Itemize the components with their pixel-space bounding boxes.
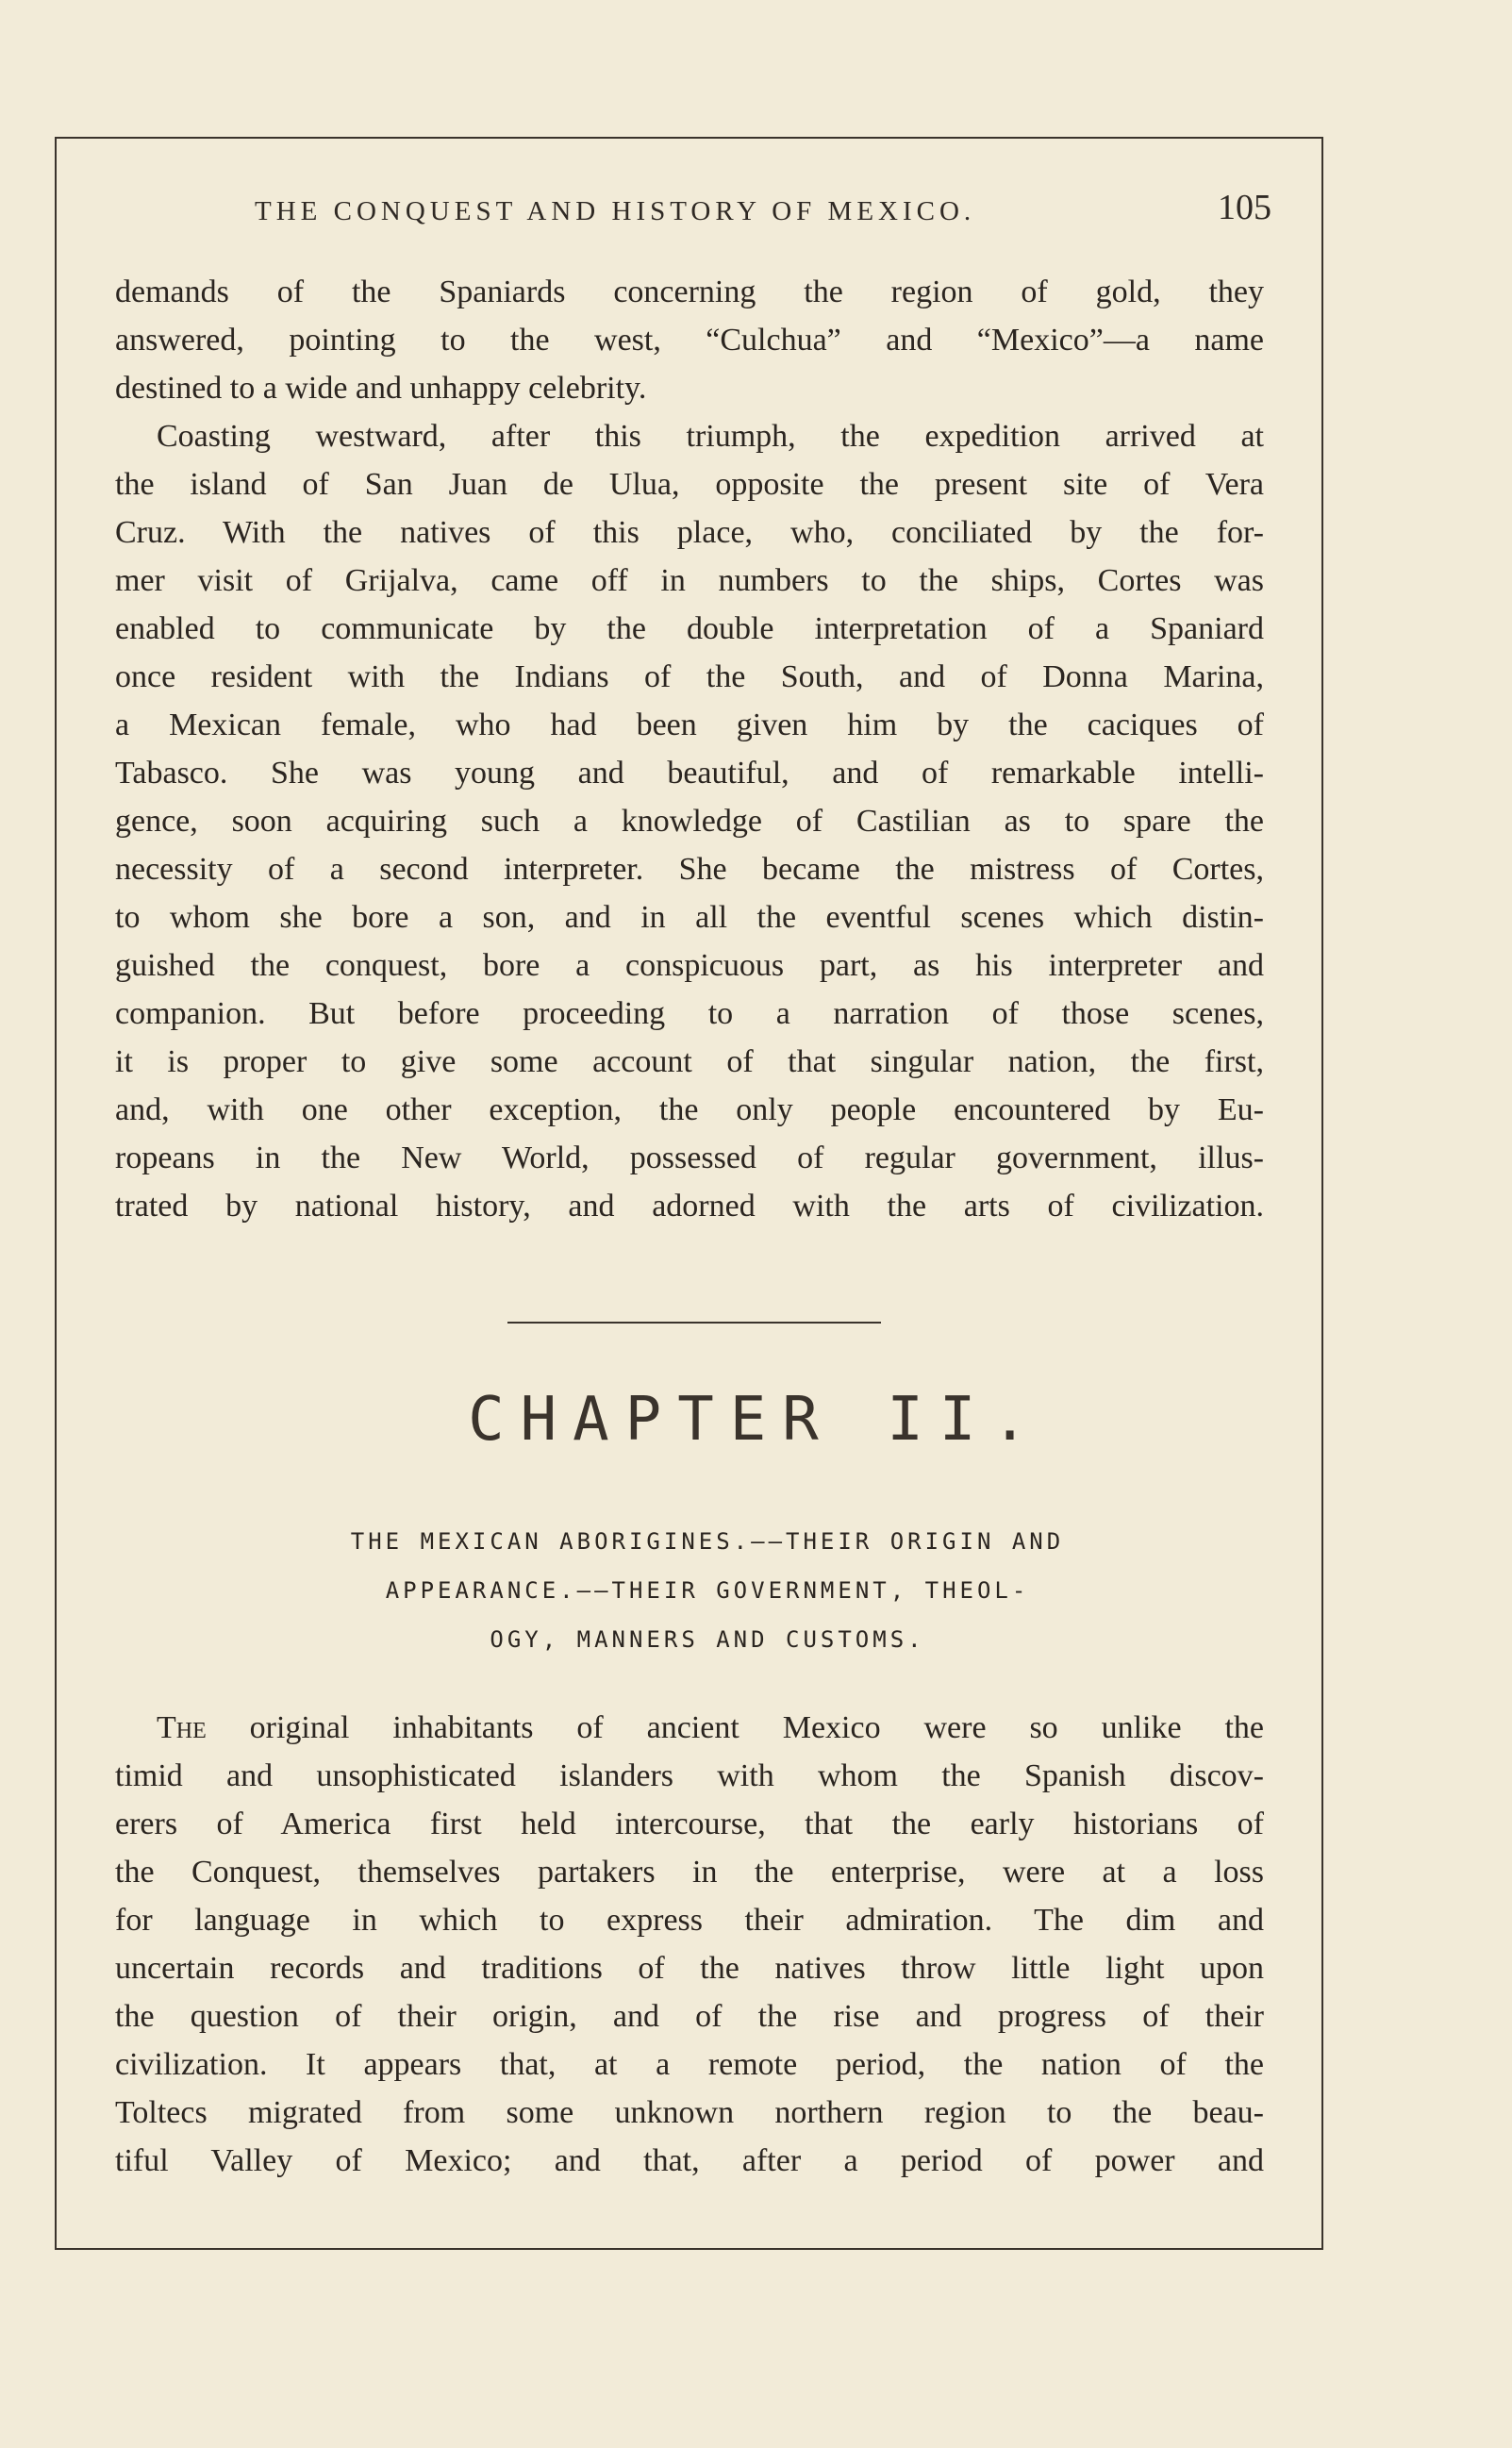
text-line: Toltecs migrated from some unknown northern region to the beau- xyxy=(115,2095,1264,2130)
chapter-summary xyxy=(141,1517,1273,1664)
text-line: the Conquest, themselves partakers in the enterprise, were at a loss xyxy=(115,1855,1264,1890)
opening-line-text: original inhabitants of ancient Mexico were so unlike the xyxy=(206,1710,1264,1745)
running-head xyxy=(255,187,1273,243)
text-line: destined to a wide and unhappy celebrity. xyxy=(115,371,647,406)
text-line: Coasting westward, after this triumph, the expedition arrived at xyxy=(157,419,1264,454)
text-line: the question of their origin, and of the rise and progress of their xyxy=(115,1999,1264,2034)
text-line xyxy=(115,1704,1264,1752)
text-line: and, with one other exception, the only people encountered by Eu- xyxy=(115,1092,1264,1127)
text-line: uncertain records and traditions of the natives throw little light upon xyxy=(115,1951,1264,1986)
text-line: once resident with the Indians of the South, and of Donna Marina, xyxy=(115,659,1264,694)
text-line: mer visit of Grijalva, came off in numbers to the ships, Cortes was xyxy=(115,563,1264,598)
text-line: Cruz. With the natives of this place, who, conciliated by the for- xyxy=(115,515,1264,550)
opening-word: The xyxy=(157,1710,207,1745)
chapter-summary-line: OGY, MANNERS AND CUSTOMS. xyxy=(490,1626,925,1653)
text-line: companion. But before proceeding to a narration of those scenes, xyxy=(115,996,1264,1031)
running-title: THE CONQUEST AND HISTORY OF MEXICO. xyxy=(255,196,976,226)
chapter-summary-line: THE MEXICAN ABORIGINES.——THEIR ORIGIN AND xyxy=(350,1528,1065,1555)
text-line: the island of San Juan de Ulua, opposite the present site of Vera xyxy=(115,467,1264,502)
chapter-summary-line: APPEARANCE.——THEIR GOVERNMENT, THEOL- xyxy=(385,1577,1030,1604)
text-line: enabled to communicate by the double interpretation of a Spaniard xyxy=(115,611,1264,646)
chapter-heading: CHAPTER II. xyxy=(468,1385,1044,1455)
text-line: to whom she bore a son, and in all the eventful scenes which distin- xyxy=(115,900,1264,935)
text-line: for language in which to express their admiration. The dim and xyxy=(115,1903,1264,1938)
text-line: civilization. It appears that, at a remote period, the nation of the xyxy=(115,2047,1264,2082)
text-block-upper xyxy=(115,268,1264,1230)
text-line: erers of America first held intercourse, that the early historians of xyxy=(115,1807,1264,1841)
text-line: gence, soon acquiring such a knowledge of Castilian as to spare the xyxy=(115,804,1264,839)
text-line: a Mexican female, who had been given him by the caciques of xyxy=(115,708,1264,742)
section-divider xyxy=(507,1322,881,1324)
page-number: 105 xyxy=(1218,188,1271,227)
text-line: demands of the Spaniards concerning the region of gold, they xyxy=(115,275,1264,309)
text-block-lower xyxy=(115,1704,1264,2185)
text-line: trated by national history, and adorned with the arts of civilization. xyxy=(115,1189,1264,1224)
text-line: answered, pointing to the west, “Culchua” and “Mexico”—a name xyxy=(115,323,1264,358)
text-line: it is proper to give some account of that singular nation, the first, xyxy=(115,1044,1264,1079)
text-line: guished the conquest, bore a conspicuous part, as his interpreter and xyxy=(115,948,1264,983)
text-line: tiful Valley of Mexico; and that, after a period of power and xyxy=(115,2143,1264,2178)
text-line: ropeans in the New World, possessed of regular government, illus- xyxy=(115,1141,1264,1175)
text-line: necessity of a second interpreter. She became the mistress of Cortes, xyxy=(115,852,1264,887)
text-line: timid and unsophisticated islanders with whom the Spanish discov- xyxy=(115,1758,1264,1793)
text-line: Tabasco. She was young and beautiful, and of remarkable intelli- xyxy=(115,756,1264,791)
